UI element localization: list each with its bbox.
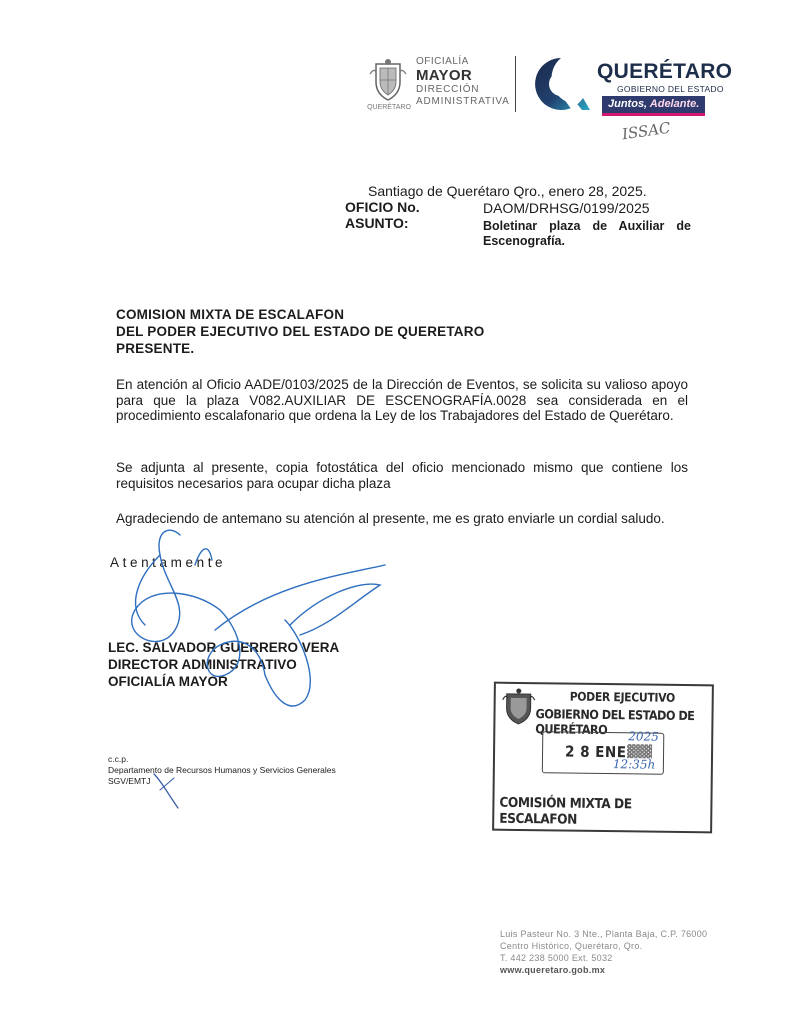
signatory-office: OFICIALÍA MAYOR: [108, 674, 228, 689]
slogan-part1: Juntos,: [608, 98, 648, 110]
stamp-year-handwritten: 2025: [628, 729, 659, 744]
stamp-bottom-line: COMISIÓN MIXTA DE ESCALAFON: [499, 794, 632, 828]
body-paragraph-3: Agradeciendo de antemano su atención al presente, me es grato enviarle un cordial saludo.: [116, 511, 665, 526]
stamp-time-handwritten: 12:35h: [612, 757, 656, 772]
oficio-number: DAOM/DRHSG/0199/2025: [483, 200, 650, 216]
footer-address-line1: Luis Pasteur No. 3 Nte., Planta Baja, C.P. 76000: [500, 929, 708, 939]
ccp-recipient: Departamento de Recursos Humanos y Servicios Generales: [108, 765, 336, 775]
footer-address-line2: Centro Histórico, Querétaro, Qro.: [500, 941, 643, 951]
oficialia-line2: MAYOR: [416, 67, 472, 84]
footer-address: [500, 928, 707, 976]
ccp-pen-mark: [150, 768, 190, 812]
handwritten-signature: [100, 515, 400, 730]
addressee-line3: PRESENTE.: [116, 341, 195, 356]
stamp-date-box: [542, 731, 665, 774]
header-divider: [515, 56, 516, 112]
slogan-part2: Adelante.: [649, 98, 700, 110]
footer-website-link[interactable]: www.queretaro.gob.mx: [500, 965, 606, 975]
slogan-badge: [602, 96, 705, 116]
queretaro-name: QUERÉTARO: [597, 60, 733, 83]
footer-phone: T. 442 238 5000 Ext. 5032: [500, 953, 613, 963]
signatory-title: DIRECTOR ADMINISTRATIVO: [108, 657, 297, 672]
oficialia-line4: ADMINISTRATIVA: [416, 96, 510, 107]
body-paragraph-1: En atención al Oficio AADE/0103/2025 de la Dirección de Eventos, se solicita su valioso apoyo para que la plaza V082.AUXILIAR DE ESCENOGRAFÍA.0028 sea considerada en el procedimiento escalafonario que ordena la Ley de los Trabajadores del Estado de Querétaro.: [116, 377, 688, 423]
oficio-label: OFICIO No.: [345, 199, 420, 215]
ccp-initials: SGV/EMTJ: [108, 776, 151, 786]
stamp-line2: GOBIERNO DEL ESTADO DE QUERÉTARO: [535, 706, 695, 738]
stamp-date: 2 8 ENE.: [564, 742, 633, 762]
reception-stamp: [492, 682, 714, 834]
closing-text: Atentamente: [110, 555, 227, 570]
asunto-text: Boletinar plaza de Auxiliar de Escenografía.: [483, 219, 691, 248]
body-paragraph-2: Se adjunta al presente, copia fotostática del oficio mencionado mismo que contiene los requisitos necesarios para ocupar dicha plaza: [116, 460, 688, 491]
handwritten-note: ISSAC: [620, 118, 672, 144]
queretaro-logo-icon: [530, 56, 592, 112]
addressee-line1: COMISION MIXTA DE ESCALAFON: [116, 307, 345, 322]
stamp-year-print-icon: ▓▓▓: [626, 744, 653, 759]
ccp-block: [108, 754, 336, 787]
oficialia-line1: OFICIALÍA: [416, 56, 469, 67]
place-date: Santiago de Querétaro Qro., enero 28, 2025.: [368, 183, 647, 199]
oficialia-line3: DIRECCIÓN: [416, 84, 480, 95]
oficialia-mayor-logo: [416, 56, 510, 108]
signatory-name: LEC. SALVADOR GUERRERO VERA: [108, 640, 340, 655]
stamp-crest-icon: [501, 688, 535, 726]
crest-caption: QUERÉTARO: [367, 104, 411, 111]
addressee-line2: DEL PODER EJECUTIVO DEL ESTADO DE QUERETARO: [116, 324, 485, 339]
stamp-line1: PODER EJECUTIVO: [569, 689, 675, 705]
addressee-block: [116, 306, 484, 357]
state-crest-icon: [368, 58, 408, 102]
ccp-label: c.c.p.: [108, 754, 129, 764]
queretaro-subtitle: GOBIERNO DEL ESTADO: [617, 84, 724, 94]
asunto-label: ASUNTO:: [345, 215, 409, 231]
